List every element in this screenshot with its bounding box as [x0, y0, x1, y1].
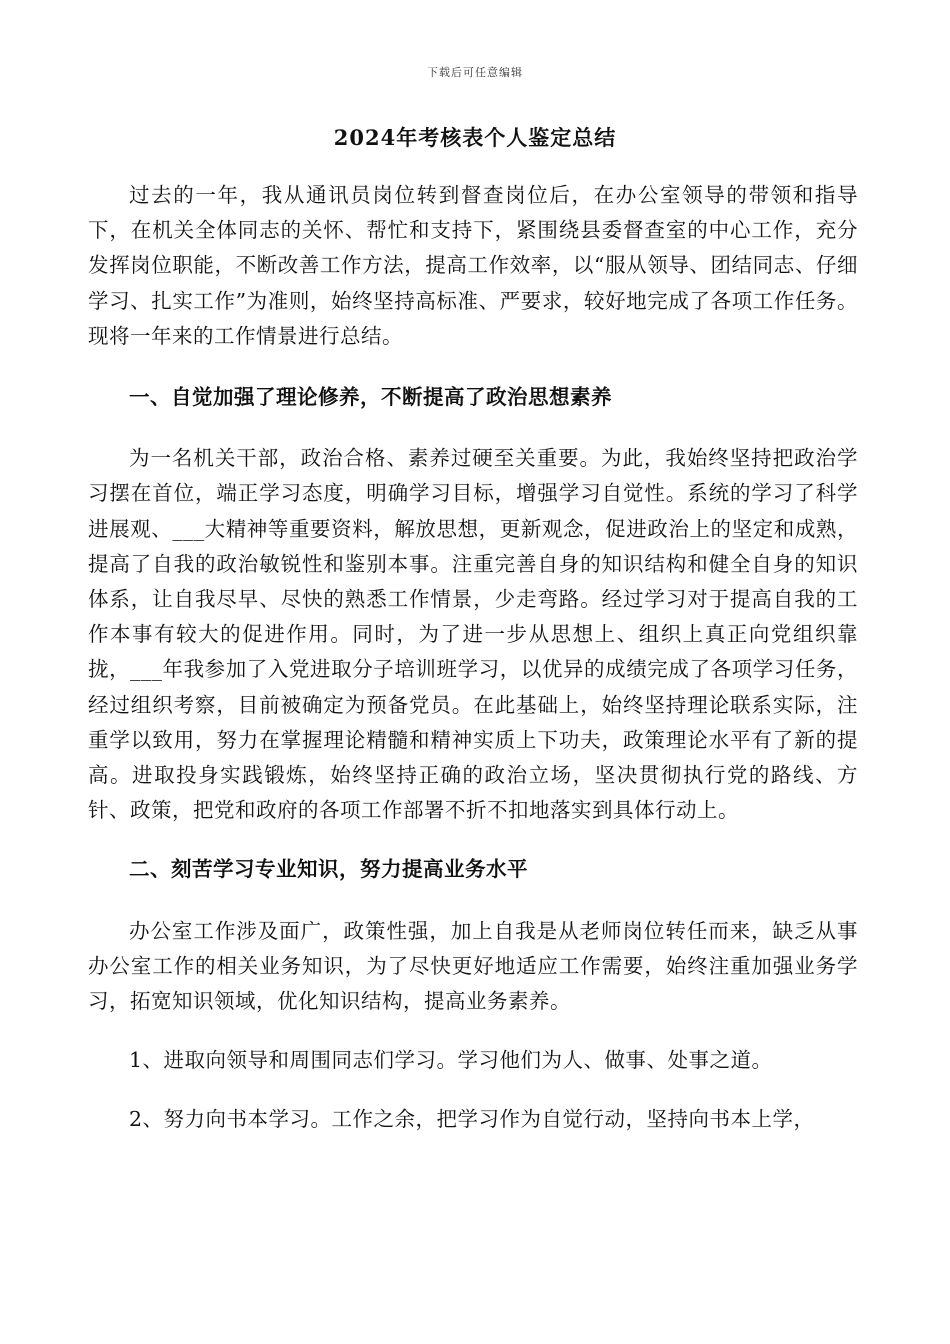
document-body [88, 178, 858, 1138]
document-title: 2024年考核表个人鉴定总结 [333, 125, 617, 150]
section-2-item-1: 1、进取向领导和周围同志们学习。学习他们为人、做事、处事之道。 [129, 1048, 773, 1073]
intro-paragraph: 过去的一年，我从通讯员岗位转到督查岗位后，在办公室领导的带领和指导下，在机关全体同志的关怀、帮忙和支持下，紧围绕县委督查室的中心工作，充分发挥岗位职能，不断改善工作方法，提高工作效率，以“服从领导、团结同志、仔细学习、扎实工作”为准则，始终坚持高标准、严要求，较好地完成了各项工作任务。现将一年来的工作情景进行总结。 [88, 183, 858, 348]
section-1-heading: 一、自觉加强了理论修养，不断提高了政治思想素养 [129, 385, 612, 410]
section-2-heading: 二、刻苦学习专业知识，努力提高业务水平 [129, 857, 528, 882]
section-2-item-2: 2、努力向书本学习。工作之余，把学习作为自觉行动，坚持向书本上学， [129, 1107, 815, 1132]
section-1-paragraph: 为一名机关干部，政治合格、素养过硬至关重要。为此，我始终坚持把政治学习摆在首位，端正学习态度，明确学习目标，增强学习自觉性。系统的学习了科学进展观、___大精神等重要资料，解放思想，更新观念，促进政治上的坚定和成熟，提高了自我的政治敏锐性和鉴别本事。注重完善自身的知识结构和健全自身的知识体系，让自我尽早、尽快的熟悉工作情景，少走弯路。经过学习对于提高自我的工作本事有较大的促进作用。同时，为了进一步从思想上、组织上真正向党组织靠拢，___年我参加了入党进取分子培训班学习，以优异的成绩完成了各项学习任务，经过组织考察，目前被确定为预备党员。在此基础上，始终坚持理论联系实际，注重学以致用，努力在掌握理论精髓和精神实质上下功夫，政策理论水平有了新的提高。进取投身实践锻炼，始终坚持正确的政治立场，坚决贯彻执行党的路线、方针、政策，把党和政府的各项工作部署不折不扣地落实到具体行动上。 [88, 446, 858, 823]
section-2-paragraph: 办公室工作涉及面广，政策性强，加上自我是从老师岗位转任而来，缺乏从事办公室工作的相关业务知识，为了尽快更好地适应工作需要，始终注重加强业务学习，拓宽知识领域，优化知识结构，提高业务素养。 [88, 918, 858, 1014]
header-note: 下载后可任意编辑 [427, 66, 523, 79]
